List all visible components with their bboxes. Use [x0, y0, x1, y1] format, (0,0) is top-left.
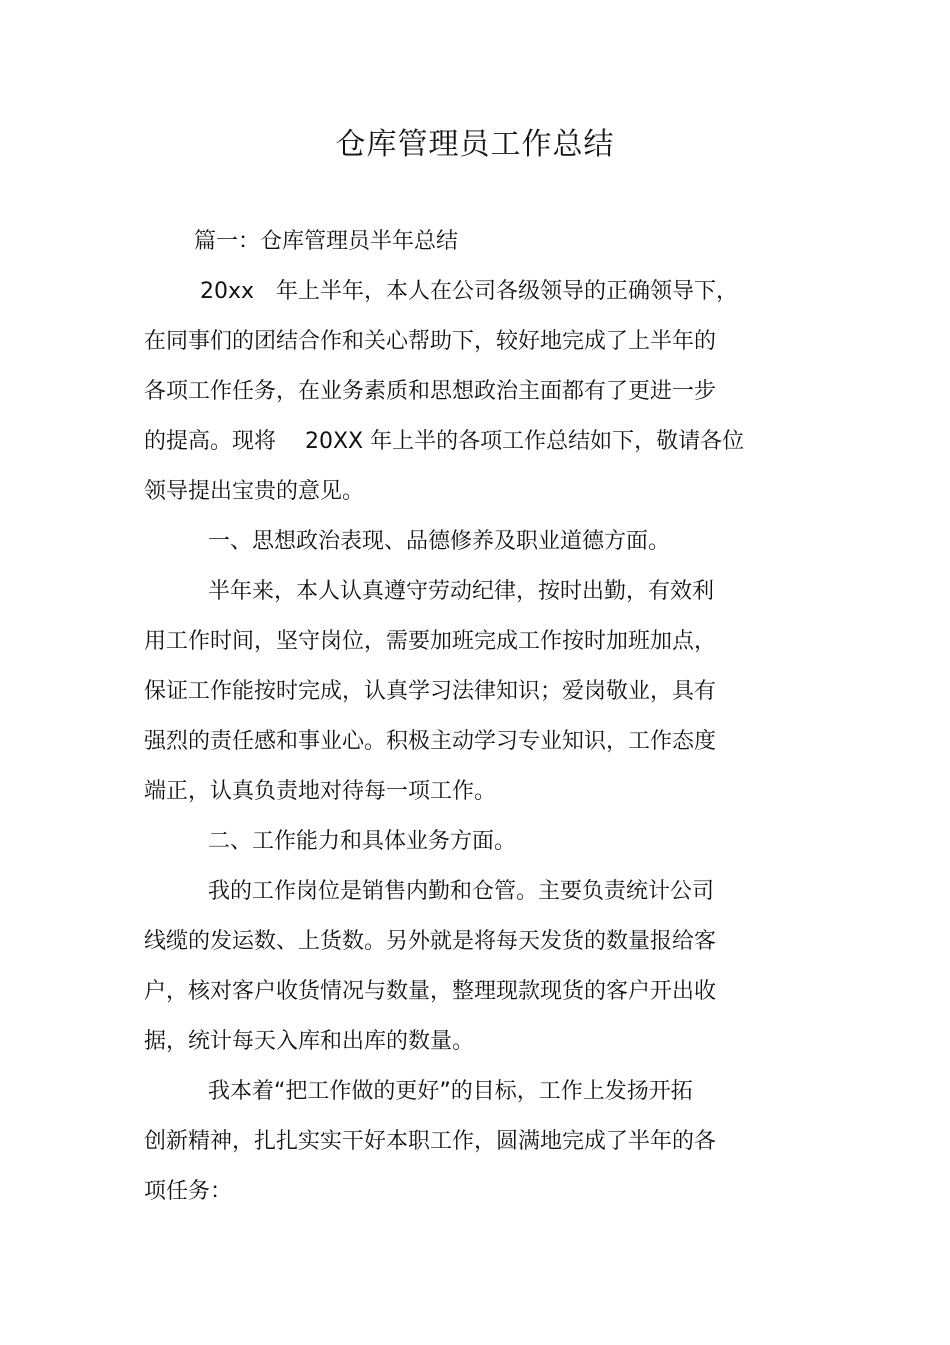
paragraph-line: 20xx 年上半年，本人在公司各级领导的正确领导下，: [200, 279, 739, 304]
paragraph-line: 据，统计每天入库和出库的数量。: [144, 1029, 475, 1054]
paragraph-line: 线缆的发运数、上货数。另外就是将每天发货的数量报给客: [144, 929, 717, 954]
paragraph-line: 项任务：: [144, 1179, 233, 1204]
paragraph-line: 户，核对客户收货情况与数量，整理现款现货的客户开出收: [144, 979, 717, 1004]
section-heading: 篇一：仓库管理员半年总结: [194, 229, 459, 254]
paragraph-line: 创新精神，扎扎实实干好本职工作，圆满地完成了半年的各: [144, 1129, 717, 1154]
paragraph-line: 端正，认真负责地对待每一项工作。: [144, 779, 497, 804]
paragraph-line: 我的工作岗位是销售内勤和仓管。主要负责统计公司: [208, 879, 715, 904]
subsection-heading: 一、思想政治表现、品德修养及职业道德方面。: [208, 529, 671, 554]
paragraph-line: 的提高。现将 20XX 年上半的各项工作总结如下，敬请各位: [144, 429, 745, 454]
document-title: 仓库管理员工作总结: [335, 127, 615, 162]
paragraph-line: 各项工作任务，在业务素质和思想政治主面都有了更进一步: [144, 379, 717, 404]
paragraph-line: 在同事们的团结合作和关心帮助下，较好地完成了上半年的: [144, 329, 717, 354]
paragraph-line: 用工作时间，坚守岗位，需要加班完成工作按时加班加点，: [144, 629, 717, 654]
paragraph-line: 强烈的责任感和事业心。积极主动学习专业知识，工作态度: [144, 729, 717, 754]
paragraph-line: 我本着“把工作做的更好”的目标，工作上发扬开拓: [208, 1079, 693, 1104]
paragraph-line: 半年来，本人认真遵守劳动纪律，按时出勤，有效利: [208, 579, 715, 604]
paragraph-line: 领导提出宝贵的意见。: [144, 479, 365, 504]
paragraph-line: 保证工作能按时完成，认真学习法律知识；爱岗敬业，具有: [144, 679, 717, 704]
subsection-heading: 二、工作能力和具体业务方面。: [208, 829, 517, 854]
